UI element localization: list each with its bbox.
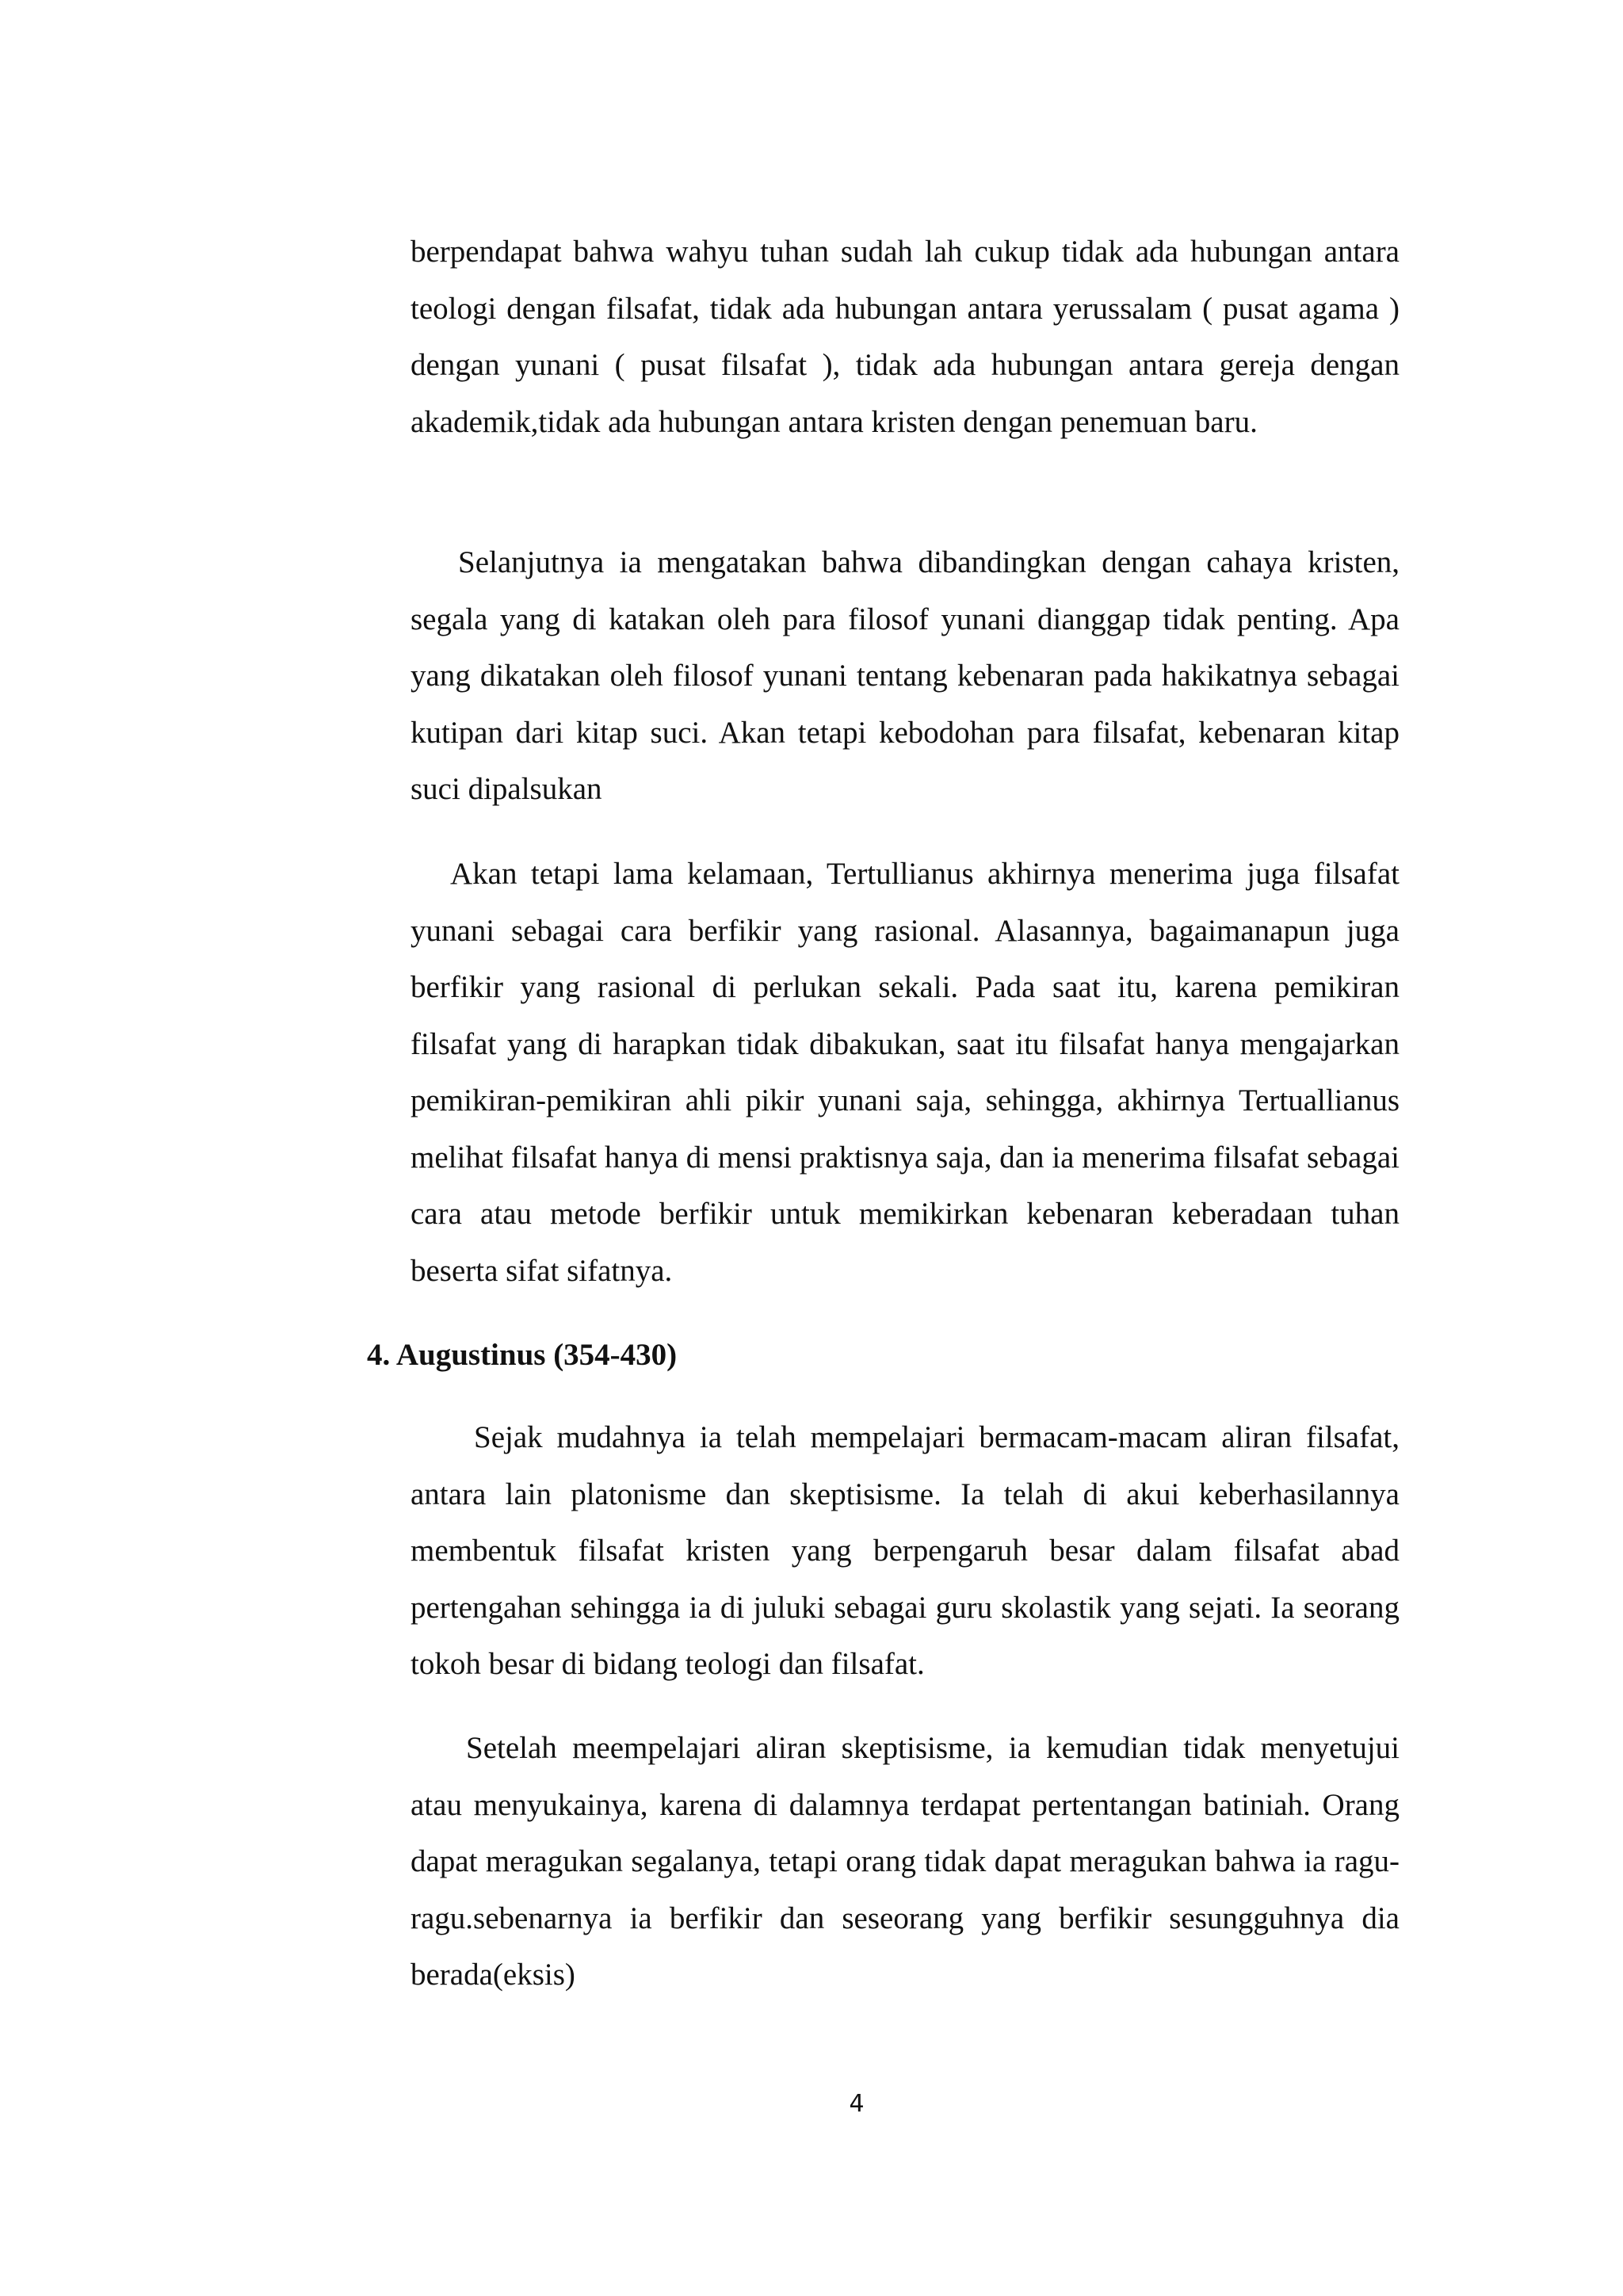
- paragraph-text: Setelah meempelajari aliran skeptisisme, ia kemudian tidak menyetujui atau menyukainya, karena di dalamnya terdapat pertentangan batiniah. Orang dapat meragukan segalanya, tetapi orang tidak dapat meragukan bahwa ia ragu-ragu.sebenarnya ia berfikir dan seseorang yang berfikir sesungguhnya dia berada(eksis): [411, 1731, 1400, 1992]
- paragraph-augustinus-intro: [411, 1409, 1400, 1693]
- paragraph-text: berpendapat bahwa wahyu tuhan sudah lah cukup tidak ada hubungan antara teologi dengan filsafat, tidak ada hubungan antara yerussalam ( pusat agama ) dengan yunani ( pusat filsafat ), tidak ada hubungan antara gereja dengan akademik,tidak ada hubungan antara kristen dengan penemuan baru.: [411, 235, 1400, 439]
- section-heading-augustinus: 4. Augustinus (354-430): [367, 1338, 678, 1372]
- paragraph-skeptisisme: [411, 1720, 1400, 2004]
- paragraph-text: Akan tetapi lama kelamaan, Tertullianus akhirnya menerima juga filsafat yunani sebagai cara berfikir yang rasional. Alasannya, bagaimanapun juga berfikir yang rasional di perlukan sekali. Pada saat itu, karena pemikiran filsafat yang di harapkan tidak dibakukan, saat itu filsafat hanya mengajarkan pemikiran-pemikiran ahli pikir yunani saja, sehingga, akhirnya Tertuallianus melihat filsafat hanya di mensi praktisnya saja, dan ia menerima filsafat sebagai cara atau metode berfikir untuk memikirkan kebenaran keberadaan tuhan beserta sifat sifatnya.: [411, 857, 1400, 1288]
- paragraph-selanjutnya: [411, 534, 1400, 818]
- paragraph-text: Sejak mudahnya ia telah mempelajari bermacam-macam aliran filsafat, antara lain platonisme dan skeptisisme. Ia telah di akui keberhasilannya membentuk filsafat kristen yang berpengaruh besar dalam filsafat abad pertengahan sehingga ia di juluki sebagai guru skolastik yang sejati. Ia seorang tokoh besar di bidang teologi dan filsafat.: [411, 1420, 1400, 1681]
- paragraph-continuation: [411, 223, 1400, 450]
- page-number: 4: [849, 2090, 865, 2118]
- paragraph-tertullianus: [411, 846, 1400, 1299]
- paragraph-text: Selanjutnya ia mengatakan bahwa dibandingkan dengan cahaya kristen, segala yang di katakan oleh para filosof yunani dianggap tidak penting. Apa yang dikatakan oleh filosof yunani tentang kebenaran pada hakikatnya sebagai kutipan dari kitap suci. Akan tetapi kebodohan para filsafat, kebenaran kitap suci dipalsukan: [411, 545, 1400, 806]
